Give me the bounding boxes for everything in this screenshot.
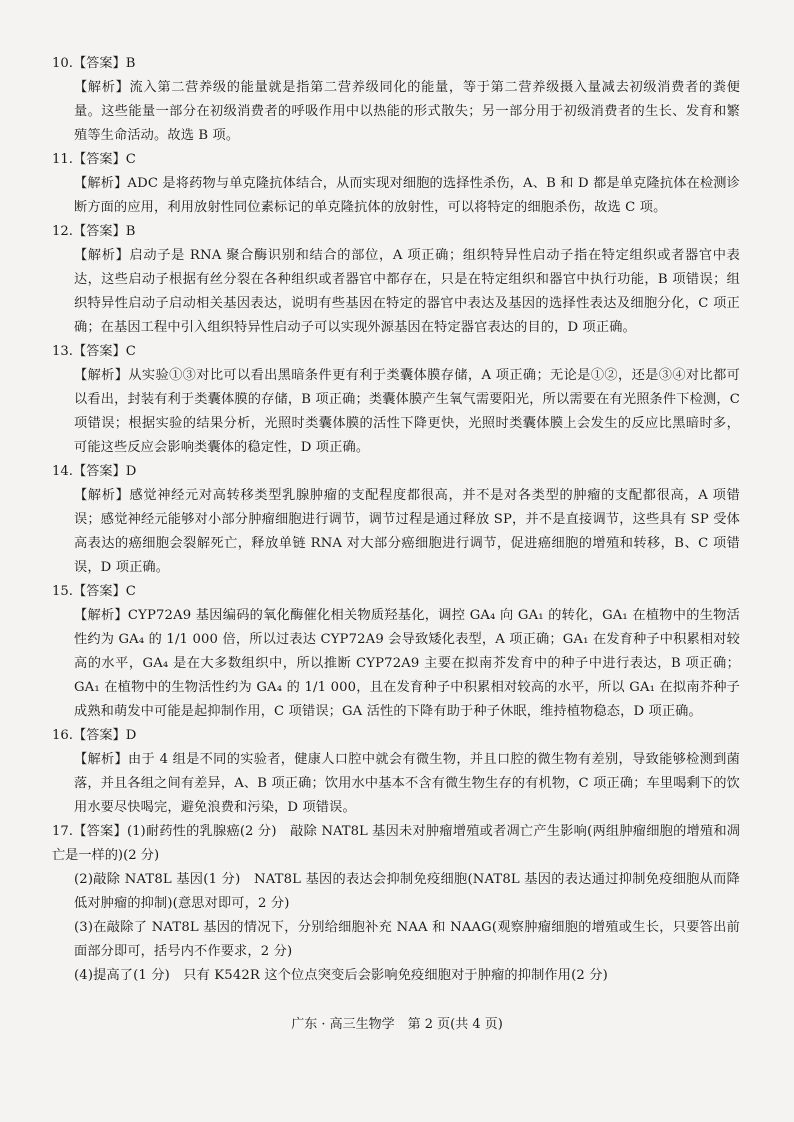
page-footer: 广东 · 高三生物学 第 2 页(共 4 页): [291, 1017, 503, 1032]
question-number: 12.: [52, 224, 73, 239]
answer-line: [52, 52, 740, 76]
answer-text: 【答案】D: [72, 728, 137, 743]
answer-text: 【答案】C: [72, 344, 136, 359]
question-16: [52, 724, 740, 820]
question-15: [52, 580, 740, 724]
explanation-text: 【解析】流入第二营养级的能量就是指第二营养级同化的能量，等于第二营养级摄入量减去初级消费者的粪便量。这些能量一部分在初级消费者的呼吸作用中以热能的形式散失；另一部分用于初级消费者的生长、发育和繁殖等生命活动。故选 B 项。: [74, 80, 740, 143]
explanation-text: 【解析】感觉神经元对高转移类型乳腺肿瘤的支配程度都很高，并不是对各类型的肿瘤的支配都很高，A 项错误；感觉神经元能够对小部分肿瘤细胞进行调节，调节过程是通过释放 SP，并不是直接调节，这些具有 SP 受体高表达的癌细胞会裂解死亡，释放单链 RNA 对大部分癌细胞进行调节，促进癌细胞的增殖和转移，B、C 项错误，D 项正确。: [74, 488, 740, 575]
sub-answer: (4)提高了(1 分) 只有 K542R 这个位点突变后会影响免疫细胞对于肿瘤的抑制作用(2 分): [74, 968, 608, 983]
answer-text: 【答案】B: [72, 224, 136, 239]
answer-text: 【答案】D: [72, 464, 137, 479]
answer-text: 【答案】C: [72, 152, 136, 167]
answer-line: [52, 724, 740, 748]
sub-answer: (3)在敲除了 NAT8L 基因的情况下，分别给细胞补充 NAA 和 NAAG(观察肿瘤细胞的增殖或生长，只要答出前面部分即可，括号内不作要求，2 分): [74, 920, 740, 959]
explanation-text: 【解析】由于 4 组是不同的实验者，健康人口腔中就会有微生物，并且口腔的微生物有差别，导致能够检测到菌落，并且各组之间有差异，A、B 项正确；饮用水中基本不含有微生物生存的有机物，C 项正确；车里喝剩下的饮用水要尽快喝完，避免浪费和污染，D 项错误。: [74, 752, 740, 815]
answer-line: [52, 820, 740, 868]
question-17: [52, 820, 740, 988]
question-number: 15.: [52, 584, 73, 599]
explanation-text: 【解析】CYP72A9 基因编码的氧化酶催化相关物质羟基化，调控 GA₄ 向 GA₁ 的转化，GA₁ 在植物中的生物活性约为 GA₄ 的 1/1 000 倍，所以过表达 CYP72A9 会导致矮化表型，A 项正确；GA₁ 在发育种子中积累相对较高的水平，GA₄ 是在大多数组织中，所以推断 CYP72A9 主要在拟南芥发育中的种子中进行表达，B 项正确；GA₁ 在植物中的生物活性约为 GA₄ 的 1/1 000，且在发育种子中积累相对较高的水平，所以 GA₁ 在拟南芥种子成熟和萌发中可能是起抑制作用，C 项错误；GA 活性的下降有助于种子休眠，维持植物稳态，D 项正确。: [74, 608, 740, 719]
question-number: 17.: [52, 824, 73, 839]
question-number: 16.: [52, 728, 73, 743]
explanation-text: 【解析】从实验①③对比可以看出黑暗条件更有利于类囊体膜存储，A 项正确；无论是①②，还是③④对比都可以看出，封装有利于类囊体膜的存储，B 项正确；类囊体膜产生氧气需要阳光，所以需要在有光照条件下检测，C 项错误；根据实验的结果分析，光照时类囊体膜的活性下降更快，光照时类囊体膜上会发生的反应比黑暗时多，可能这些反应会影响类囊体的稳定性，D 项正确。: [74, 368, 740, 455]
answer-text: 【答案】C: [72, 584, 136, 599]
explanation-text: 【解析】ADC 是将药物与单克隆抗体结合，从而实现对细胞的选择性杀伤，A、B 和 D 都是单克隆抗体在检测诊断方面的应用，利用放射性同位素标记的单克隆抗体的放射性，可以将特定的细胞杀伤，故选 C 项。: [74, 176, 740, 215]
question-number: 10.: [52, 56, 73, 71]
explanation-text: 【解析】启动子是 RNA 聚合酶识别和结合的部位，A 项正确；组织特异性启动子指在特定组织或者器官中表达，这些启动子根据有丝分裂在各种组织或者器官中都存在，只是在特定组织和器官中执行功能，B 项错误；组织特异性启动子启动相关基因表达，说明有些基因在特定的器官中表达及基因的选择性表达及细胞分化，C 项正确；在基因工程中引入组织特异性启动子可以实现外源基因在特定器官表达的目的，D 项正确。: [74, 248, 740, 335]
answer-text: 【答案】B: [72, 56, 136, 71]
answer-line: [52, 340, 740, 364]
question-13: [52, 340, 740, 460]
question-number: 11.: [52, 152, 73, 167]
question-11: [52, 148, 740, 220]
answer-line: [52, 220, 740, 244]
question-number: 14.: [52, 464, 73, 479]
sub-answer: (2)敲除 NAT8L 基因(1 分) NAT8L 基因的表达会抑制免疫细胞(NAT8L 基因的表达通过抑制免疫细胞从而降低对肿瘤的抑制)(意思对即可，2 分): [74, 872, 740, 911]
question-10: [52, 52, 740, 148]
answer-line: [52, 580, 740, 604]
answer-line: [52, 148, 740, 172]
question-12: [52, 220, 740, 340]
answer-line: [52, 460, 740, 484]
question-number: 13.: [52, 344, 73, 359]
answer-text: 【答案】(1)耐药性的乳腺癌(2 分) 敲除 NAT8L 基因未对肿瘤增殖或者凋亡产生影响(两组肿瘤细胞的增殖和凋亡是一样的)(2 分): [52, 824, 740, 863]
question-14: [52, 460, 740, 580]
